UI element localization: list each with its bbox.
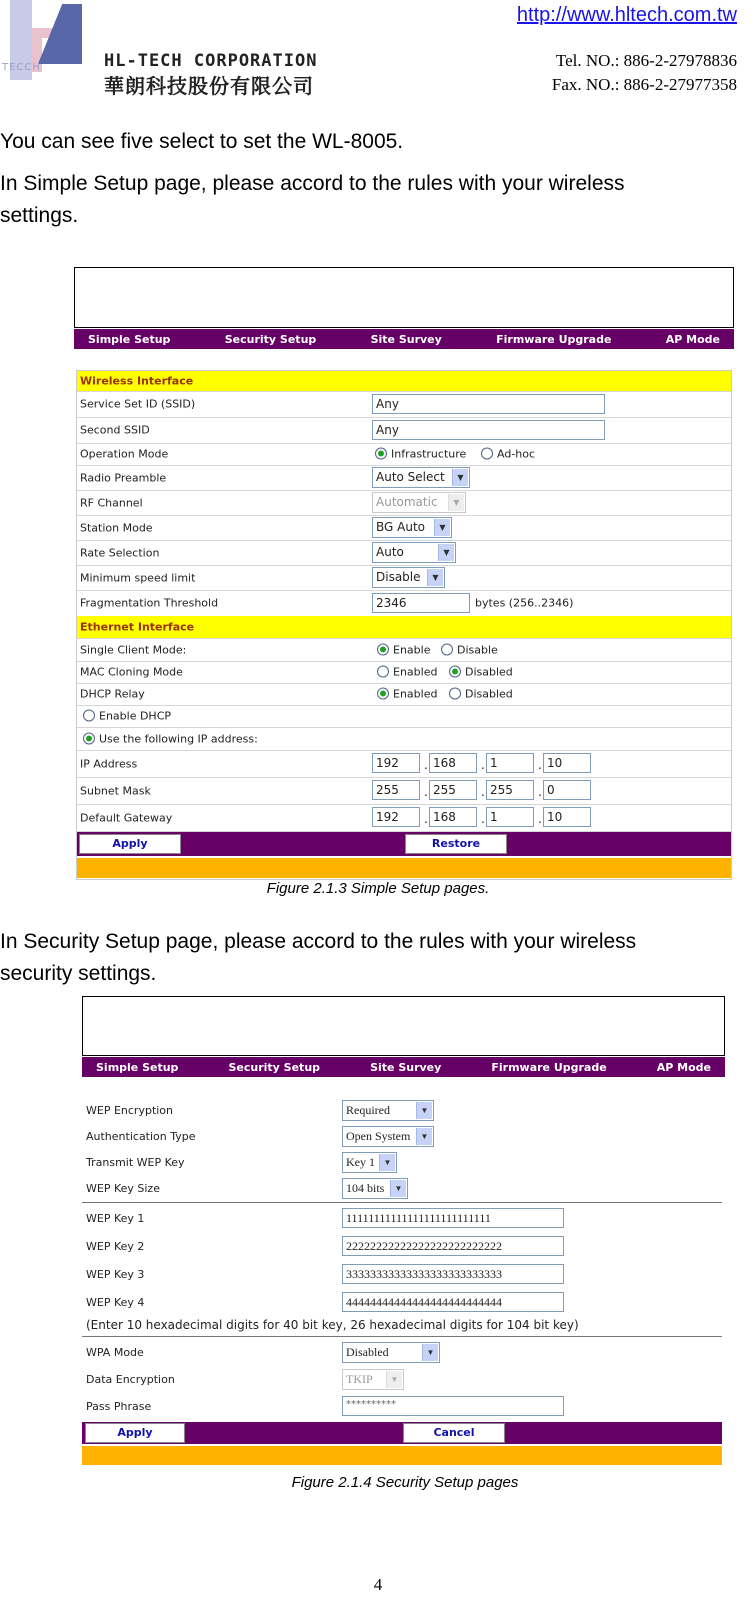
mac-enabled-radio[interactable] — [377, 666, 389, 678]
nav-firmware-upgrade[interactable]: Firmware Upgrade — [496, 332, 612, 346]
nav-site-survey[interactable]: Site Survey — [370, 1060, 442, 1074]
ip-address-row: IP Address 192 . 168 . 1 . 10 — [77, 750, 731, 778]
chevron-down-icon: ▼ — [416, 1102, 432, 1119]
mask-octet-3[interactable]: 255 — [486, 780, 534, 800]
intro-line-3: settings. — [0, 204, 79, 227]
adhoc-label: Ad-hoc — [497, 447, 536, 461]
transmit-key-label: Transmit WEP Key — [86, 1156, 185, 1169]
radio-preamble-row — [77, 465, 731, 491]
ip-address-label: IP Address — [80, 757, 138, 770]
infrastructure-radio[interactable] — [375, 448, 387, 460]
fragmentation-hint: bytes (256..2346) — [475, 596, 574, 610]
gw-octet-4[interactable]: 10 — [543, 807, 591, 827]
default-gateway-row: Default Gateway 192 . 168 . 1 . 10 — [77, 804, 731, 832]
default-gateway-label: Default Gateway — [80, 811, 173, 824]
rate-selection-select[interactable]: Auto ▼ — [372, 542, 456, 563]
footer-bar — [77, 858, 731, 878]
tel-number: Tel. NO.: 886-2-27978836 — [555, 51, 737, 70]
gw-octet-3[interactable]: 1 — [486, 807, 534, 827]
mask-octet-2[interactable]: 255 — [429, 780, 477, 800]
rf-channel-label: RF Channel — [80, 496, 143, 509]
mac-disabled-radio[interactable] — [449, 666, 461, 678]
mac-cloning-label: MAC Cloning Mode — [80, 665, 183, 679]
company-logo — [0, 0, 345, 98]
enable-dhcp-label: Enable DHCP — [99, 709, 172, 723]
wep-encryption-label: WEP Encryption — [86, 1104, 174, 1117]
security-intro-line-1: In Security Setup page, please accord to the rules with your wireless — [0, 930, 637, 953]
min-speed-select[interactable]: Disable ▼ — [372, 567, 445, 588]
chevron-down-icon: ▼ — [390, 1180, 406, 1197]
relay-disabled-radio[interactable] — [449, 688, 461, 700]
single-client-enable-radio[interactable] — [377, 643, 389, 655]
mac-cloning-row: MAC Cloning Mode Enabled Disabled — [77, 661, 731, 684]
key-size-select[interactable]: 104 bits ▼ — [342, 1178, 408, 1199]
dhcp-relay-row: DHCP Relay Enabled Disabled — [77, 683, 731, 706]
radio-preamble-select[interactable]: Auto Select ▼ — [372, 467, 470, 488]
nav-security-setup[interactable]: Security Setup — [228, 1060, 321, 1074]
wep-key-4-input[interactable]: 44444444444444444444444444 — [342, 1292, 564, 1312]
fragmentation-row — [77, 590, 731, 617]
banner-frame — [74, 267, 734, 328]
mask-octet-1[interactable]: 255 — [372, 780, 420, 800]
subnet-mask-label: Subnet Mask — [80, 784, 151, 797]
wpa-mode-label: WPA Mode — [86, 1346, 144, 1359]
nav-bar — [82, 1057, 725, 1077]
mask-octet-4[interactable]: 0 — [543, 780, 591, 800]
section-wireless-interface: Wireless Interface — [77, 371, 731, 392]
rate-selection-row — [77, 540, 731, 566]
security-setup-figure — [82, 996, 725, 1470]
min-speed-row — [77, 565, 731, 591]
ip-octet-1[interactable]: 192 — [372, 753, 420, 773]
figure-caption-1: Figure 2.1.3 Simple Setup pages. — [266, 880, 490, 897]
ssid-row — [77, 391, 731, 418]
second-ssid-label: Second SSID — [80, 423, 150, 437]
intro-line-1: You can see five select to set the WL-8005. — [0, 130, 404, 153]
enable-dhcp-row — [77, 705, 731, 728]
infrastructure-label: Infrastructure — [391, 447, 467, 461]
pass-phrase-label: Pass Phrase — [86, 1400, 152, 1413]
enable-dhcp-radio[interactable] — [83, 710, 95, 722]
fax-number: Fax. NO.: 886-2-27977358 — [551, 75, 737, 94]
single-client-label: Single Client Mode: — [80, 643, 187, 656]
cancel-button[interactable]: Cancel — [403, 1423, 505, 1443]
page-number: 4 — [373, 1575, 383, 1594]
rate-selection-label: Rate Selection — [80, 546, 160, 559]
chevron-down-icon: ▼ — [379, 1154, 395, 1171]
apply-button[interactable]: Apply — [85, 1423, 185, 1443]
banner-frame — [82, 996, 725, 1056]
logo-small-text: TECCH — [2, 62, 41, 73]
wep-key-4-label: WEP Key 4 — [86, 1296, 145, 1309]
wep-key-hint: (Enter 10 hexadecimal digits for 40 bit key, 26 hexadecimal digits for 104 bit key) — [86, 1318, 579, 1332]
chevron-down-icon: ▼ — [452, 469, 468, 486]
operation-mode-row — [77, 443, 731, 466]
chevron-down-icon: ▼ — [448, 494, 464, 511]
wep-key-1-input[interactable]: 11111111111111111111111111 — [342, 1208, 564, 1228]
ip-octet-3[interactable]: 1 — [486, 753, 534, 773]
ssid-label: Service Set ID (SSID) — [80, 397, 196, 411]
data-encryption-label: Data Encryption — [86, 1373, 175, 1386]
ip-octet-4[interactable]: 10 — [543, 753, 591, 773]
divider — [82, 1202, 722, 1203]
single-client-row: Single Client Mode: Enable Disable — [77, 638, 731, 662]
adhoc-radio[interactable] — [481, 448, 493, 460]
intro-line-2: In Simple Setup page, please accord to the rules with your wireless — [0, 172, 625, 195]
wep-key-2-input[interactable]: 22222222222222222222222222 — [342, 1236, 564, 1256]
nav-simple-setup[interactable]: Simple Setup — [96, 1060, 179, 1074]
auth-type-select[interactable]: Open System ▼ — [342, 1126, 434, 1147]
wep-key-3-label: WEP Key 3 — [86, 1268, 145, 1281]
security-setup-form — [82, 1096, 725, 1470]
nav-security-setup[interactable]: Security Setup — [224, 332, 317, 346]
gw-octet-2[interactable]: 168 — [429, 807, 477, 827]
nav-simple-setup[interactable]: Simple Setup — [88, 332, 171, 346]
chevron-down-icon: ▼ — [422, 1344, 438, 1361]
simple-setup-form — [76, 370, 732, 880]
station-mode-row — [77, 515, 731, 541]
hl-logo-mark — [2, 0, 92, 88]
nav-site-survey[interactable]: Site Survey — [370, 332, 442, 346]
operation-mode-label: Operation Mode — [80, 447, 169, 461]
company-url-link[interactable]: http://www.hltech.com.tw — [516, 4, 737, 26]
subnet-mask-row: Subnet Mask 255 . 255 . 255 . 0 — [77, 777, 731, 805]
radio-preamble-label: Radio Preamble — [80, 471, 167, 484]
chevron-down-icon: ▼ — [438, 544, 454, 561]
company-name-zh: 華朗科技股份有限公司 — [104, 76, 314, 98]
ssid-input[interactable]: Any — [372, 394, 605, 414]
station-mode-select[interactable]: BG Auto ▼ — [372, 517, 452, 538]
data-encryption-select: TKIP ▼ — [342, 1369, 404, 1390]
figure-caption-2: Figure 2.1.4 Security Setup pages — [291, 1474, 519, 1491]
wep-key-2-label: WEP Key 2 — [86, 1240, 145, 1253]
use-following-row — [77, 727, 731, 751]
apply-button[interactable]: Apply — [79, 834, 181, 854]
nav-bar — [74, 329, 734, 349]
restore-button[interactable]: Restore — [405, 834, 507, 854]
dhcp-relay-label: DHCP Relay — [80, 687, 145, 701]
key-size-label: WEP Key Size — [86, 1182, 160, 1195]
simple-setup-figure — [74, 267, 736, 880]
wep-key-1-label: WEP Key 1 — [86, 1212, 145, 1225]
footer-bar — [82, 1446, 722, 1465]
ip-octet-2[interactable]: 168 — [429, 753, 477, 773]
single-client-disable-radio[interactable] — [441, 643, 453, 655]
second-ssid-input[interactable]: Any — [372, 420, 605, 440]
nav-ap-mode[interactable]: AP Mode — [656, 1060, 711, 1074]
chevron-down-icon: ▼ — [434, 519, 450, 536]
pass-phrase-input[interactable]: ********** — [342, 1396, 564, 1416]
nav-ap-mode[interactable]: AP Mode — [665, 332, 720, 346]
wep-key-3-input[interactable]: 33333333333333333333333333 — [342, 1264, 564, 1284]
use-following-ip-radio[interactable] — [83, 732, 95, 744]
rf-channel-row — [77, 490, 731, 516]
chevron-down-icon: ▼ — [386, 1371, 402, 1388]
second-ssid-row — [77, 417, 731, 444]
section-ethernet-interface: Ethernet Interface — [77, 616, 731, 639]
relay-enabled-radio[interactable] — [377, 688, 389, 700]
use-following-label: Use the following IP address: — [99, 732, 258, 745]
chevron-down-icon: ▼ — [416, 1128, 432, 1145]
transmit-key-select[interactable]: Key 1 ▼ — [342, 1152, 397, 1173]
min-speed-label: Minimum speed limit — [80, 571, 196, 584]
rf-channel-select: Automatic ▼ — [372, 492, 466, 513]
auth-type-label: Authentication Type — [86, 1130, 196, 1143]
company-name-en: HL-TECH CORPORATION — [104, 51, 318, 71]
wpa-mode-select[interactable]: Disabled ▼ — [342, 1342, 440, 1363]
fragmentation-input[interactable]: 2346 — [372, 593, 470, 613]
security-intro-line-2: security settings. — [0, 962, 157, 985]
wep-encryption-select[interactable]: Required ▼ — [342, 1100, 434, 1121]
gw-octet-1[interactable]: 192 — [372, 807, 420, 827]
divider — [82, 1336, 722, 1337]
station-mode-label: Station Mode — [80, 521, 153, 534]
chevron-down-icon: ▼ — [427, 569, 443, 586]
nav-firmware-upgrade[interactable]: Firmware Upgrade — [491, 1060, 607, 1074]
fragmentation-label: Fragmentation Threshold — [80, 596, 219, 610]
